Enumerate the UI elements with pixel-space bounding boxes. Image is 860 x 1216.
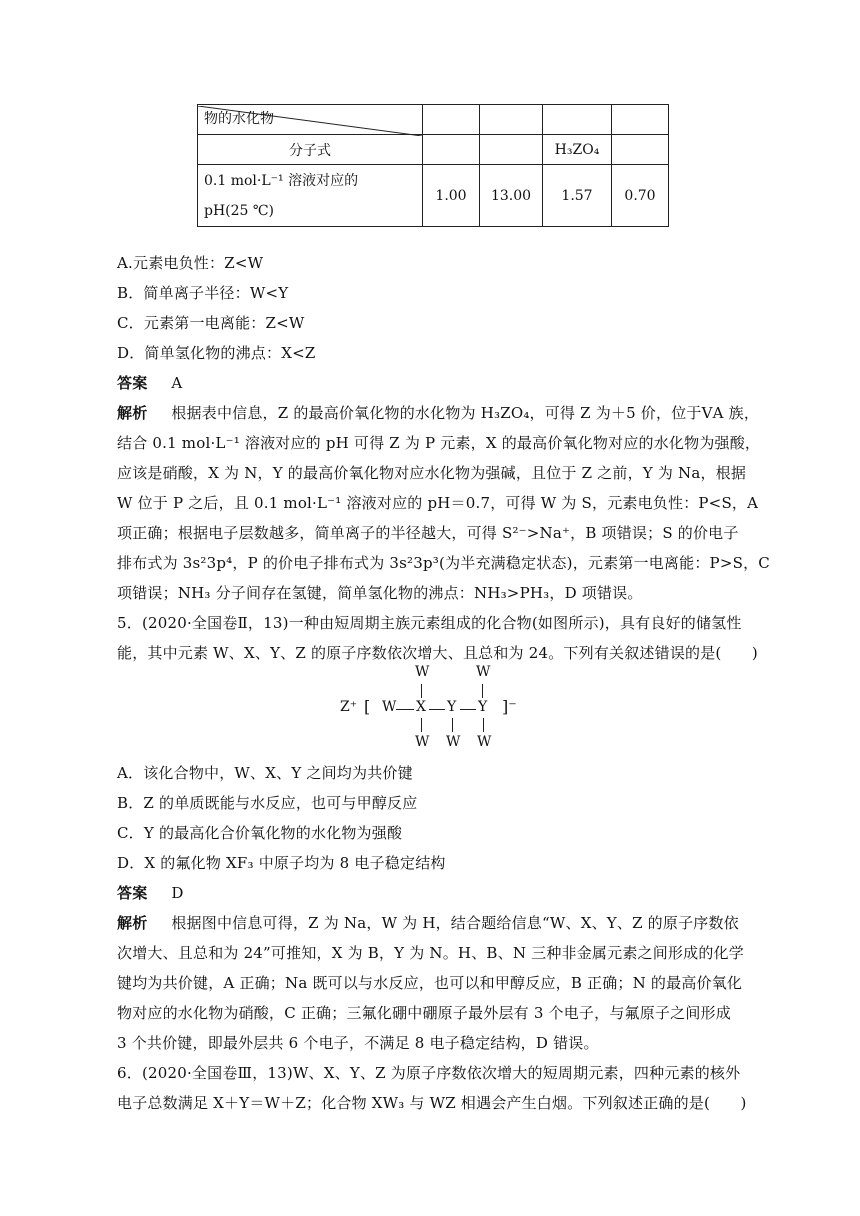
atom-w: W — [415, 734, 430, 750]
table-cell — [423, 135, 480, 165]
q6-stem: 电子总数满足 X＋Y＝W＋Z；化合物 XW₃ 与 WZ 相遇会产生白烟。下列叙述正确的是( ) — [117, 1094, 747, 1112]
q4-analysis-line — [117, 402, 759, 423]
analysis-text: 应该是硝酸，X 为 N，Y 的最高价氧化物对应水化物为强碱，且位于 Z 之前，Y 为 Na，根据 — [117, 464, 747, 482]
table-cell — [612, 105, 669, 135]
analysis-text: 键均为共价键，A 正确；Na 既可以与水反应，也可以和甲醇反应，B 正确；N 的最高价氧化 — [117, 974, 743, 992]
table-cell: 1.57 — [543, 165, 612, 227]
q6-stem: 6．(2020·全国卷Ⅲ，13)W、X、Y、Z 为原子序数依次增大的短周期元素，四种元素的核外 — [117, 1064, 741, 1082]
analysis-text: W 位于 P 之后，且 0.1 mol·L⁻¹ 溶液对应的 pH＝0.7，可得 W 为 S，元素电负性：P<S，A — [117, 494, 759, 512]
bracket-open: [ — [364, 697, 371, 716]
table-cell — [543, 105, 612, 135]
table-cell: 1.00 — [423, 165, 480, 227]
table-cell: 0.70 — [612, 165, 669, 227]
q5-analysis-line — [117, 912, 739, 933]
z-plus: Z⁺ — [340, 699, 358, 715]
q4-option-d: D．简单氢化物的沸点：X<Z — [117, 344, 316, 362]
bond — [396, 709, 414, 710]
q5-option-d: D．X 的氟化物 XF₃ 中原子均为 8 电子稳定结构 — [117, 854, 446, 872]
bond — [421, 718, 422, 732]
table-header-diagonal-cell — [198, 105, 423, 135]
bond — [421, 684, 422, 698]
analysis-label: 解析 — [117, 914, 148, 932]
table-cell — [480, 105, 543, 135]
q5-stem: 能，其中元素 W、X、Y、Z 的原子序数依次增大、且总和为 24。下列有关叙述错误的是( ) — [117, 644, 758, 662]
q5-option-c: C．Y 的最高化合价氧化物的水化物为强酸 — [117, 824, 403, 842]
atom-w: W — [415, 664, 430, 680]
table-cell: 13.00 — [480, 165, 543, 227]
atom-x: X — [416, 699, 426, 715]
row1-label: 物的水化物 — [204, 110, 274, 127]
q5-answer-line — [117, 882, 184, 903]
q4-answer-line — [117, 372, 182, 393]
bond — [483, 718, 484, 732]
atom-y: Y — [478, 699, 488, 715]
analysis-text: 根据图中信息可得，Z 为 Na，W 为 H，结合题给信息“W、X、Y、Z 的原子序数依 — [171, 914, 739, 932]
analysis-text: 排布式为 3s²3p⁴，P 的价电子排布式为 3s²3p³(为半充满稳定状态)，元素第一电离能：P>S，C — [117, 554, 770, 572]
table-cell — [612, 135, 669, 165]
answer-value: A — [171, 374, 183, 392]
q4-option-c: C．元素第一电离能：Z<W — [117, 314, 305, 332]
analysis-text: 项正确；根据电子层数越多，简单离子的半径越大，可得 S²⁻>Na⁺，B 项错误；S 的价电子 — [117, 524, 739, 542]
row3-label-line: pH(25 ℃) — [204, 202, 275, 219]
table-cell — [480, 135, 543, 165]
analysis-text: 项错误；NH₃ 分子间存在氢键，简单氢化物的沸点：NH₃>PH₃，D 项错误。 — [117, 584, 643, 602]
table-cell — [423, 105, 480, 135]
bond — [429, 709, 445, 710]
analysis-text: 根据表中信息，Z 的最高价氧化物的水化物为 H₃ZO₄，可得 Z 为＋5 价，位于ⅤA 族， — [171, 404, 760, 422]
analysis-text: 3 个共价键，即最外层共 6 个电子，不满足 8 电子稳定结构，D 错误。 — [117, 1034, 599, 1052]
answer-label: 答案 — [117, 374, 148, 392]
atom-y: Y — [447, 699, 457, 715]
bond — [482, 684, 483, 698]
row3-label-line: 0.1 mol·L⁻¹ 溶液对应的 — [204, 172, 359, 189]
q5-option-a: A．该化合物中，W、X、Y 之间均为共价键 — [117, 764, 413, 782]
table-cell: H₃ZO₄ — [543, 135, 612, 165]
analysis-text: 结合 0.1 mol·L⁻¹ 溶液对应的 pH 可得 Z 为 P 元素，X 的最高价氧化物对应的水化物为强酸， — [117, 434, 761, 452]
row3-label — [198, 165, 423, 227]
q4-option-a: A.元素电负性：Z<W — [117, 254, 264, 272]
compound-structure-diagram — [330, 664, 530, 752]
atom-w: W — [446, 734, 461, 750]
data-table — [197, 104, 669, 227]
analysis-text: 物对应的水化物为硝酸，C 正确；三氟化硼中硼原子最外层有 3 个电子，与氟原子之间形成 — [117, 1004, 731, 1022]
bond — [460, 709, 476, 710]
analysis-label: 解析 — [117, 404, 148, 422]
q5-stem: 5．(2020·全国卷Ⅱ，13)一种由短周期主族元素组成的化合物(如图所示)，具有良好的储氢性 — [117, 614, 742, 632]
q4-option-b: B．简单离子半径：W<Y — [117, 284, 289, 302]
atom-w: W — [476, 664, 491, 680]
atom-w: W — [382, 699, 397, 715]
answer-value: D — [171, 884, 184, 902]
analysis-text: 次增大、且总和为 24”可推知，X 为 B，Y 为 N。H、B、N 三种非金属元素之间形成的化学 — [117, 944, 744, 962]
q5-option-b: B．Z 的单质既能与水反应，也可与甲醇反应 — [117, 794, 418, 812]
atom-w: W — [477, 734, 492, 750]
bond — [452, 718, 453, 732]
answer-label: 答案 — [117, 884, 148, 902]
bracket-close: ]⁻ — [502, 697, 517, 716]
row2-label: 分子式 — [198, 135, 423, 165]
